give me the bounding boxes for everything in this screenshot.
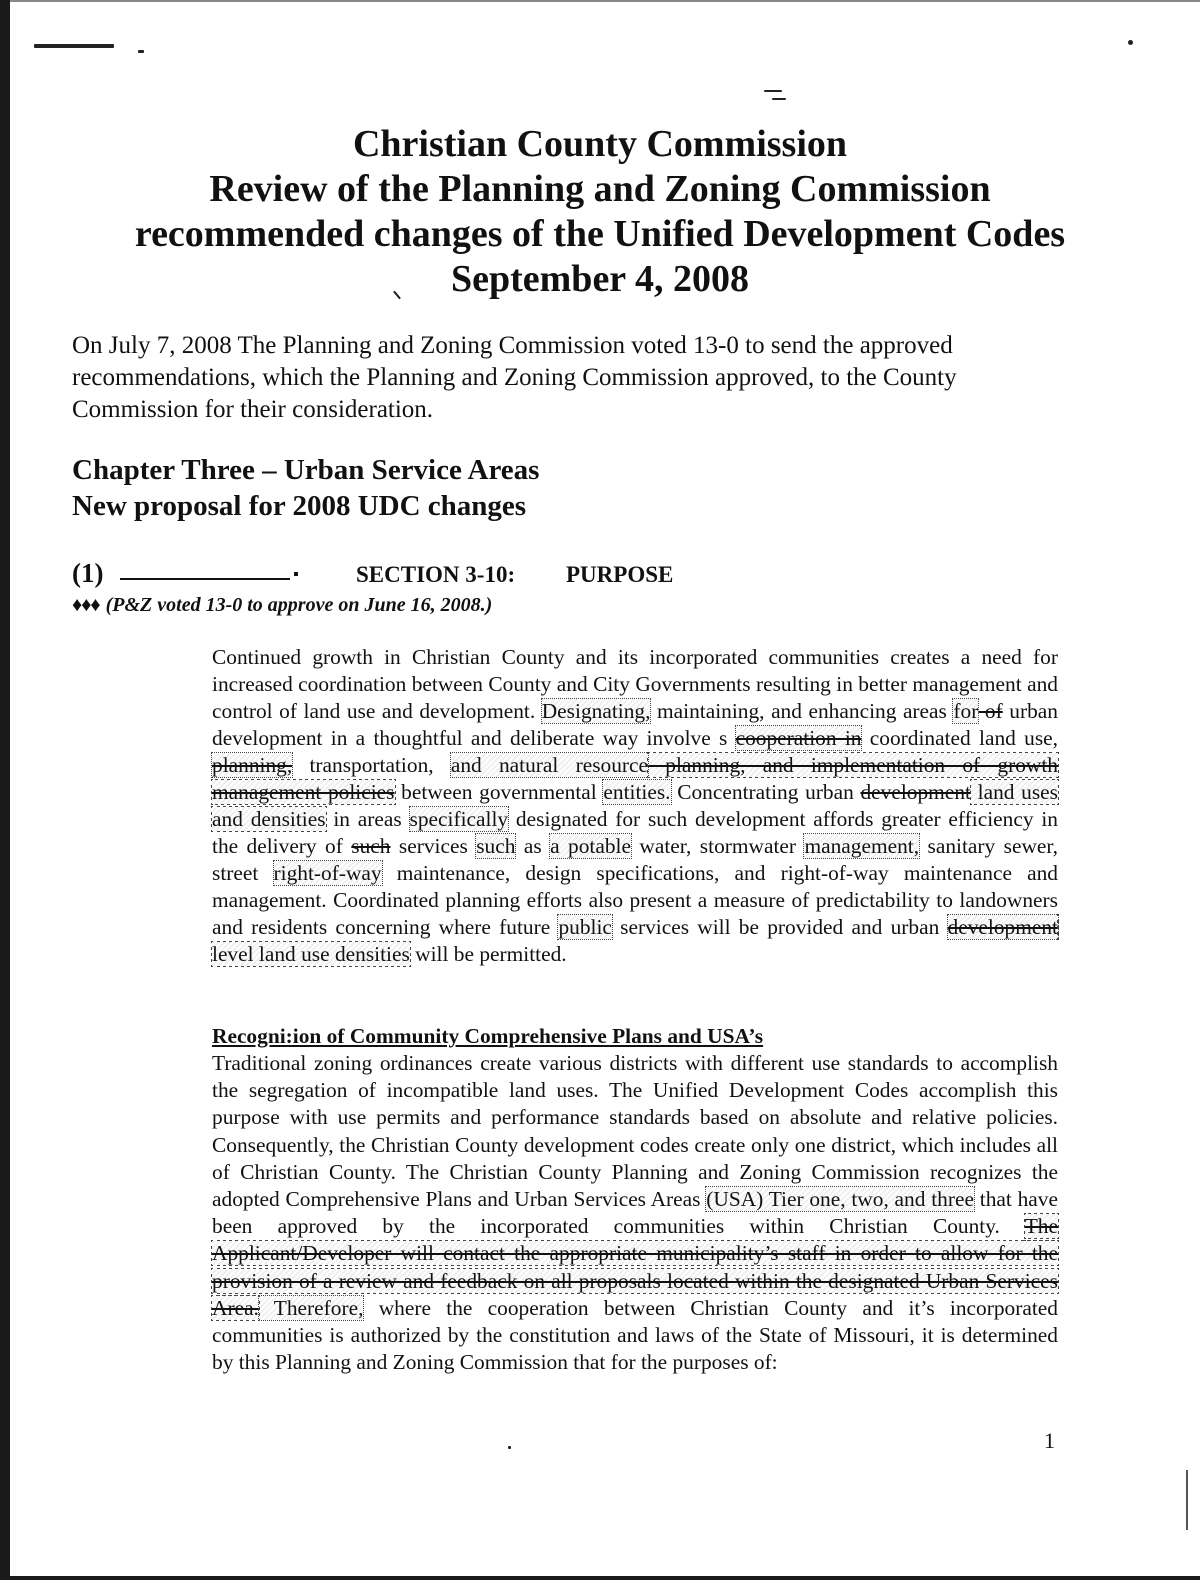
inserted-text: specifically [409, 807, 509, 831]
section-heading [72, 558, 772, 590]
blank-line [120, 578, 290, 580]
document-title [0, 122, 1200, 302]
diamond-bullets-icon: ♦♦♦ [72, 594, 100, 616]
purpose-text-run: maintenance, design specifications, and right-of-way maintenance and management. Coordinated planning efforts also present a measure of predictability to landowners and residents concerning where future [212, 861, 1058, 939]
scan-speck [508, 1446, 511, 1449]
purpose-text-run: services [390, 834, 477, 858]
purpose-text-run: Continued growth in Christian County and its incorporated communities creates a need for increased coordination between County and City Governments resulting in better management and control of land use and development. [212, 645, 1058, 723]
purpose-text-run: in areas [325, 807, 410, 831]
recognition-text-run: where the cooperation between Christian County and it’s incorporated communities is authorized by the constitution and laws of the State of Missouri, it is determined by this Planning and Zoning Commission that for the purposes of: [212, 1295, 1058, 1375]
page-number: 1 [1044, 1428, 1055, 1453]
vote-note-text: (P&Z voted 13-0 to approve on June 16, 2008.) [105, 594, 493, 616]
purpose-text-run: services will be provided and urban [611, 915, 948, 939]
deleted-text: of [978, 699, 1003, 723]
inserted-text: management, [804, 834, 920, 858]
deleted-text: such [351, 834, 391, 858]
deleted-text: planning, and implementation of growth management policies [212, 753, 1058, 804]
inserted-text: (USA) Tier one, two, and three [706, 1187, 974, 1212]
scan-speck [772, 98, 786, 100]
purpose-text-run: will be permitted. [409, 942, 567, 966]
deleted-text: planning, [212, 753, 293, 777]
title-date: September 4, 2008 [451, 258, 749, 300]
inserted-text: entities. [603, 780, 671, 804]
inserted-text: and natural resource [450, 753, 649, 777]
deleted-text: development [947, 915, 1058, 939]
purpose-text-run: urban development in a thoughtful and deliberate way involve s [212, 699, 1058, 750]
inserted-text: Therefore, [258, 1295, 364, 1320]
title-line-3: recommended changes of the Unified Development Codes [134, 213, 1066, 255]
recognition-heading: Recogni:ion of Community Comprehensive Plans and USA’s [212, 1024, 764, 1048]
chapter-heading [72, 452, 539, 524]
blank-line-dot [294, 572, 298, 576]
purpose-text-run: between governmental [394, 780, 604, 804]
purpose-text-run: designated for such development affords greater efficiency in the delivery of [212, 807, 1058, 858]
deleted-text: development [860, 780, 971, 804]
scan-speck [764, 90, 782, 92]
inserted-text: a potable [550, 834, 631, 858]
inserted-text: public [558, 915, 612, 939]
section-name: PURPOSE [566, 562, 674, 587]
purpose-text-run: maintaining, and enhancing areas [650, 699, 954, 723]
inserted-text: Designating, [541, 699, 651, 723]
purpose-text-run: as [515, 834, 551, 858]
scan-top-edge [0, 0, 1200, 2]
scan-speck [1128, 40, 1133, 45]
section-label: SECTION 3-10: [356, 562, 516, 587]
vote-note [72, 594, 492, 617]
chapter-subtitle: New proposal for 2008 UDC changes [72, 490, 527, 522]
inserted-text: land uses and densities [212, 780, 1058, 831]
purpose-paragraph [212, 644, 1058, 968]
chapter-title: Chapter Three – Urban Service Areas [72, 454, 540, 486]
purpose-text-run: Concentrating urban [670, 780, 861, 804]
recognition-text-run: Traditional zoning ordinances create various districts with different use standards to accomplish the segregation of incompatible land uses. The Unified Development Codes accomplish this purpose with use permits and performance standards based on absolute and relative policies. Consequently, the Christian County development codes create only one district, which includes all of Christian County. The Christian County Planning and Zoning Commission recognizes the adopted Comprehensive Plans and Urban Services Areas [212, 1051, 1058, 1212]
title-line-2: Review of the Planning and Zoning Commission [209, 168, 991, 210]
scan-right-mark [1186, 1470, 1188, 1530]
inserted-text: such [476, 834, 516, 858]
scan-speck [138, 50, 144, 53]
deleted-text: The Applicant/Developer will contact the appropriate municipality’s staff in order to allow for the provision of a review and feedback on all proposals located within the designated Urban Services Area. [212, 1214, 1058, 1320]
title-line-1: Christian County Commission [352, 123, 848, 165]
scan-bottom-border [0, 1576, 1200, 1580]
inserted-text: level land use densities [212, 942, 410, 966]
inserted-text: right-of-way [273, 861, 382, 885]
purpose-text-run: transportation, [292, 753, 451, 777]
deleted-text: cooperation in [735, 726, 862, 750]
recognition-paragraph [212, 1050, 1058, 1376]
section-number: (1) [72, 558, 104, 588]
purpose-text-run: coordinated land use, [861, 726, 1058, 750]
intro-paragraph: On July 7, 2008 The Planning and Zoning Commission voted 13-0 to send the approved recommendations, which the Planning and Zoning Commission approved, to the County Commission for their consideration. [72, 332, 957, 423]
purpose-text-run: water, stormwater [630, 834, 805, 858]
scan-speck [34, 44, 114, 48]
purpose-text-run: sanitary sewer, street [212, 834, 1059, 885]
recognition-text-run: that have been approved by the incorporated communities within Christian County. [212, 1187, 1058, 1239]
inserted-text: for [953, 699, 979, 723]
